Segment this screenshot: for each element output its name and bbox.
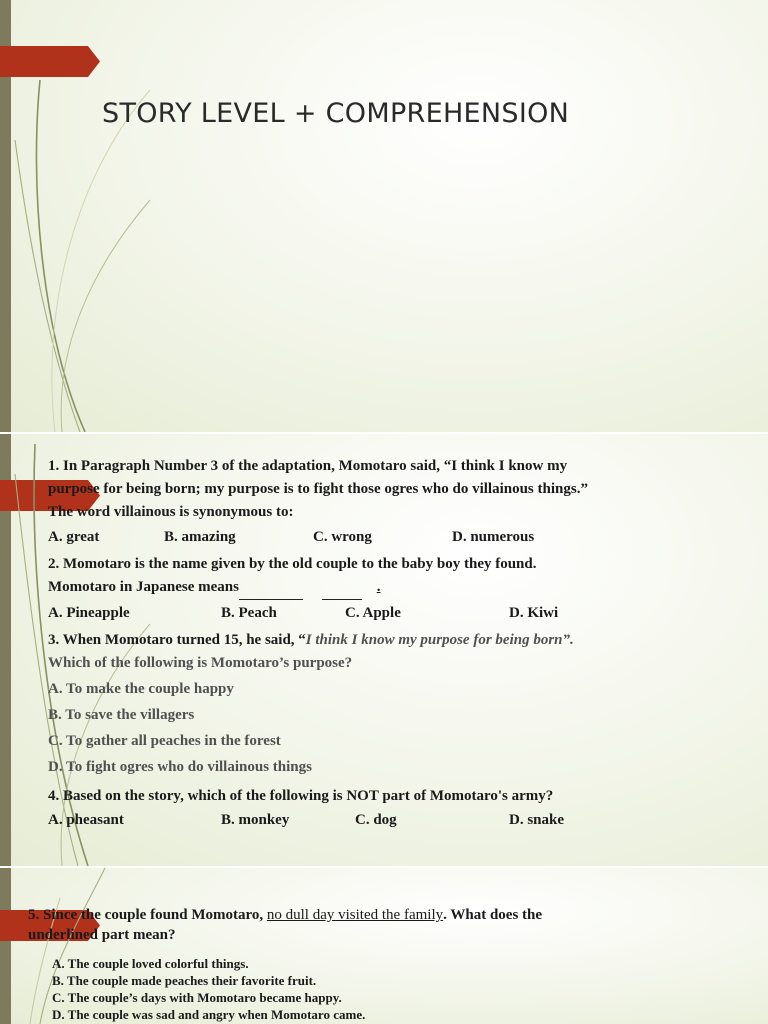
q2-option-a[interactable]: A. Pineapple [48,605,130,621]
q2-end: . [376,579,381,595]
q5-option-b[interactable]: B. The couple made peaches their favorite fruit. [52,973,317,988]
question-2-text [48,553,608,600]
q4-option-c[interactable]: C. dog [355,812,397,828]
q2-option-c[interactable]: C. Apple [345,605,401,621]
q5-underlined: no dull day visited the family [266,907,444,923]
question-1-text: 1. In Paragraph Number 3 of the adaptation, Momotaro said, “I think I know my purpose for being born; my purpose is to fight those ogres who do villainous things.” The word villainous is synonymous to: [48,458,588,520]
q2-option-b[interactable]: B. Peach [221,605,277,621]
q4-option-a[interactable]: A. pheasant [48,812,124,828]
q4-option-d[interactable]: D. snake [509,812,565,828]
q4-option-b[interactable]: B. monkey [221,812,290,828]
q2-option-d[interactable]: D. Kiwi [509,605,559,621]
question-4-text: 4. Based on the story, which of the following is NOT part of Momotaro's army? [48,788,554,804]
q3-option-b[interactable]: B. To save the villagers [48,707,195,723]
q5-suffix: . What does the underlined part mean? [28,907,543,943]
decorative-curves [0,0,768,432]
q1-option-c[interactable]: C. wrong [313,529,372,545]
q2-line-2: Momotaro in Japanese means [48,579,239,595]
question-5-text [28,905,588,945]
q3-option-a[interactable]: A. To make the couple happy [48,681,234,697]
q3-option-c[interactable]: C. To gather all peaches in the forest [48,733,281,749]
q1-option-a[interactable]: A. great [48,529,100,545]
slide-title-text: STORY LEVEL + COMPREHENSION [102,98,570,129]
q5-option-a[interactable]: A. The couple loved colorful things. [52,956,249,971]
q2-line-1: 2. Momotaro is the name given by the old couple to the baby boy they found. [48,556,537,572]
question-3-text [48,629,588,675]
q3-quote: I think I know my purpose for being born”. [305,632,574,648]
q2-blank-1 [239,576,303,600]
q5-option-d[interactable]: D. The couple was sad and angry when Momotaro came. [52,1007,366,1022]
q5-prefix: 5. Since the couple found Momotaro, [28,907,267,923]
q3-option-d[interactable]: D. To fight ogres who do villainous things [48,759,312,775]
red-tab-marker [0,46,100,77]
q2-blank-2 [322,576,362,600]
q1-option-b[interactable]: B. amazing [164,529,236,545]
left-stripe [0,868,11,1024]
q3-prefix: 3. When Momotaro turned 15, he said, “ [48,632,306,648]
q5-option-c[interactable]: C. The couple’s days with Momotaro became happy. [52,990,342,1005]
slide-title [0,0,768,432]
q3-suffix: Which of the following is Momotaro’s purpose? [48,655,353,671]
q1-option-d[interactable]: D. numerous [452,529,535,545]
